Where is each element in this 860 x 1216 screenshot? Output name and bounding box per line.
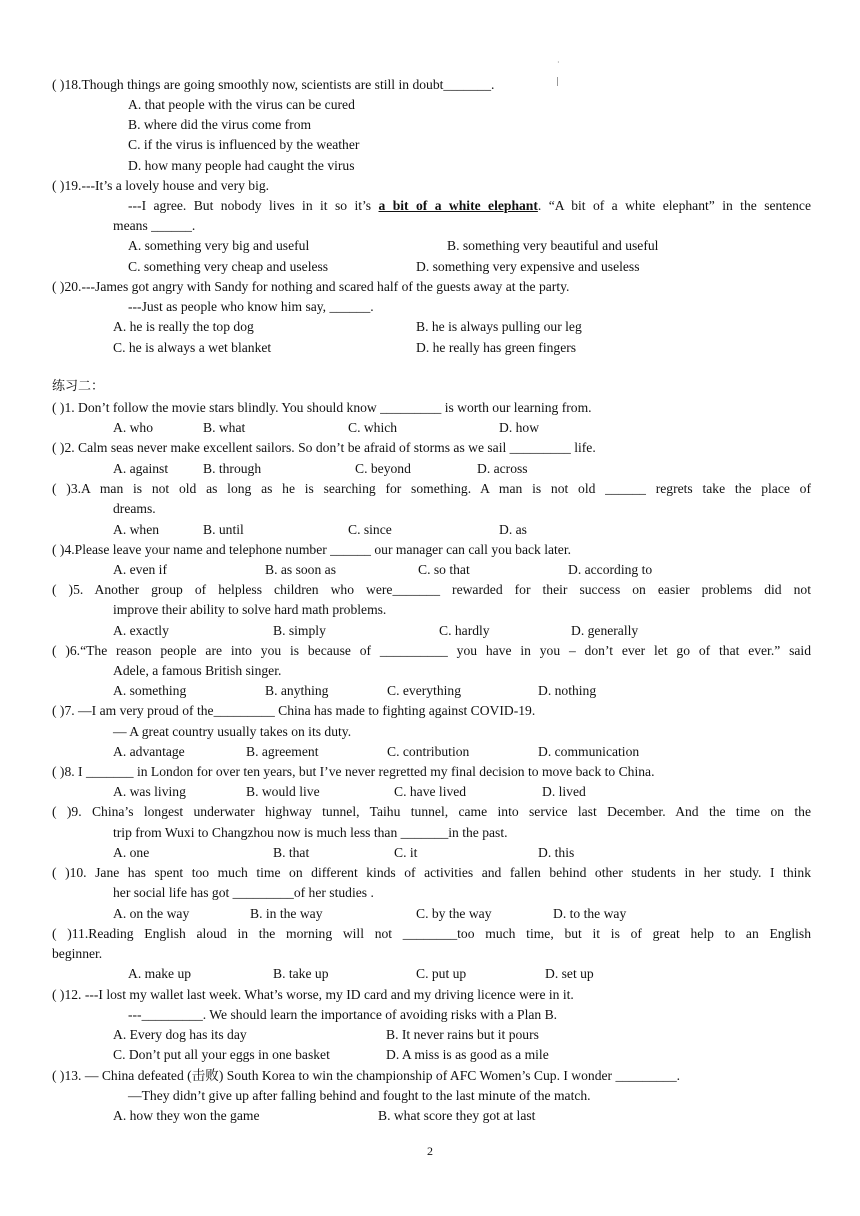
question-19-line2 — [128, 197, 811, 214]
question-20-stem: ( )20.---James got angry with Sandy for nothing and scared half of the guests away at the party. — [52, 279, 570, 294]
option-d: D. across — [477, 461, 528, 476]
option-c: C. if the virus is influenced by the weather — [128, 137, 360, 152]
stray-dot: · — [557, 58, 560, 67]
option-c: C. put up — [416, 966, 467, 981]
option-a: A. was living — [113, 784, 186, 799]
line2-text: ---I agree. But nobody lives in it so it’s — [128, 198, 379, 213]
option-c: C. so that — [418, 562, 470, 577]
option-b: B. what score they got at last — [378, 1108, 536, 1123]
option-b: B. anything — [265, 683, 329, 698]
question-13-line2: —They didn’t give up after falling behind and fought to the last minute of the match. — [128, 1088, 591, 1103]
option-b: B. what — [203, 420, 246, 435]
question-7-line2: — A great country usually takes on its duty. — [113, 724, 352, 739]
option-d: D. A miss is as good as a mile — [386, 1047, 549, 1062]
option-b: B. he is always pulling our leg — [416, 319, 582, 334]
option-c: C. hardly — [439, 623, 490, 638]
option-d: D. something very expensive and useless — [416, 259, 640, 274]
question-5-line2: improve their ability to solve hard math problems. — [113, 602, 387, 617]
option-d: D. this — [538, 845, 575, 860]
option-b: B. that — [273, 845, 310, 860]
question-7-stem: ( )7. —I am very proud of the_________ China has made to fighting against COVID-19. — [52, 703, 536, 718]
option-c: C. beyond — [355, 461, 411, 476]
section-title: 练习二： — [52, 379, 105, 394]
option-c: C. which — [348, 420, 398, 435]
question-6-stem: ( )6.“The reason people are into you is because of __________ you have in you – don’t ever let go of that ever.” said — [52, 643, 811, 658]
option-d: D. he really has green fingers — [416, 340, 577, 355]
question-8-stem: ( )8. I _______ in London for over ten years, but I’ve never regretted my final decision to move back to China. — [52, 764, 655, 779]
option-d: D. according to — [568, 562, 653, 577]
option-d: D. nothing — [538, 683, 597, 698]
option-c: C. Don’t put all your eggs in one basket — [113, 1047, 330, 1062]
option-b: B. through — [203, 461, 262, 476]
page-number: 2 — [427, 1144, 433, 1158]
option-c: C. contribution — [387, 744, 470, 759]
option-a: A. Every dog has its day — [113, 1027, 247, 1042]
option-b: B. until — [203, 522, 244, 537]
option-d: D. how — [499, 420, 540, 435]
option-a: A. that people with the virus can be cured — [128, 97, 355, 112]
option-d: D. set up — [545, 966, 594, 981]
question-5-stem: ( )5. Another group of helpless children who were_______ rewarded for their success on easier problems did not — [52, 582, 811, 597]
question-20-line2: ---Just as people who know him say, ______. — [128, 299, 374, 314]
option-c: C. everything — [387, 683, 461, 698]
question-3-line2: dreams. — [113, 501, 156, 516]
question-13-stem: ( )13. — China defeated (击败) South Korea to win the championship of AFC Women’s Cup. I wonder _________. — [52, 1068, 681, 1083]
option-d: D. as — [499, 522, 527, 537]
option-a: A. against — [113, 461, 169, 476]
option-b: B. in the way — [250, 906, 323, 921]
option-a: A. advantage — [113, 744, 185, 759]
option-a: A. on the way — [113, 906, 190, 921]
option-a: A. even if — [113, 562, 167, 577]
option-b: B. It never rains but it pours — [386, 1027, 539, 1042]
option-b: B. where did the virus come from — [128, 117, 312, 132]
question-9-stem: ( )9. China’s longest underwater highway tunnel, Taihu tunnel, came into service last December. And the time on the — [52, 804, 811, 819]
question-3-stem: ( )3.A man is not old as long as he is searching for something. A man is not old ______ regrets take the place of — [52, 481, 811, 496]
option-a: A. one — [113, 845, 150, 860]
option-b: B. would live — [246, 784, 320, 799]
option-c: C. by the way — [416, 906, 492, 921]
question-12-line2: ---_________. We should learn the importance of avoiding risks with a Plan B. — [128, 1007, 558, 1022]
option-c: C. it — [394, 845, 418, 860]
option-a: A. he is really the top dog — [113, 319, 254, 334]
question-2-stem: ( )2. Calm seas never make excellent sailors. So don’t be afraid of storms as we sail _________ life. — [52, 440, 596, 455]
option-a: A. something very big and useful — [128, 238, 310, 253]
question-10-stem: ( )10. Jane has spent too much time on different kinds of activities and fallen behind other students in her study. I think — [52, 865, 811, 880]
option-a: A. how they won the game — [113, 1108, 260, 1123]
option-d: D. to the way — [553, 906, 627, 921]
question-10-line2: her social life has got _________of her studies . — [113, 885, 374, 900]
option-a: A. when — [113, 522, 160, 537]
option-b: B. agreement — [246, 744, 319, 759]
option-c: C. have lived — [394, 784, 467, 799]
option-b: B. simply — [273, 623, 326, 638]
option-b: B. something very beautiful and useful — [447, 238, 659, 253]
question-19-stem: ( )19.---It’s a lovely house and very big. — [52, 178, 270, 193]
question-19-line3: means ______. — [113, 218, 196, 233]
option-d: D. generally — [571, 623, 639, 638]
option-d: D. lived — [542, 784, 586, 799]
question-11-line2: beginner. — [52, 946, 103, 961]
option-c: C. since — [348, 522, 392, 537]
text-cursor — [557, 77, 558, 86]
option-a: A. exactly — [113, 623, 169, 638]
option-d: D. communication — [538, 744, 640, 759]
question-12-stem: ( )12. ---I lost my wallet last week. What’s worse, my ID card and my driving licence were in it. — [52, 987, 574, 1002]
option-a: A. who — [113, 420, 154, 435]
option-d: D. how many people had caught the virus — [128, 158, 355, 173]
question-11-stem: ( )11.Reading English aloud in the morning will not ________too much time, but it is of great help to an English — [52, 926, 811, 941]
option-b: B. take up — [273, 966, 329, 981]
question-18-stem: ( )18.Though things are going smoothly now, scientists are still in doubt_______. — [52, 77, 495, 92]
line2-text-end: . “A bit of a white elephant” in the sentence — [537, 198, 811, 213]
option-a: A. make up — [128, 966, 192, 981]
idiom-highlight: a bit of a white elephant — [378, 198, 538, 213]
option-c: C. something very cheap and useless — [128, 259, 329, 274]
option-c: C. he is always a wet blanket — [113, 340, 272, 355]
option-a: A. something — [113, 683, 187, 698]
question-6-line2: Adele, a famous British singer. — [113, 663, 282, 678]
question-4-stem: ( )4.Please leave your name and telephone number ______ our manager can call you back later. — [52, 542, 572, 557]
option-b: B. as soon as — [265, 562, 336, 577]
question-1-stem: ( )1. Don’t follow the movie stars blindly. You should know _________ is worth our learning from. — [52, 400, 592, 415]
question-9-line2: trip from Wuxi to Changzhou now is much less than _______in the past. — [113, 825, 508, 840]
